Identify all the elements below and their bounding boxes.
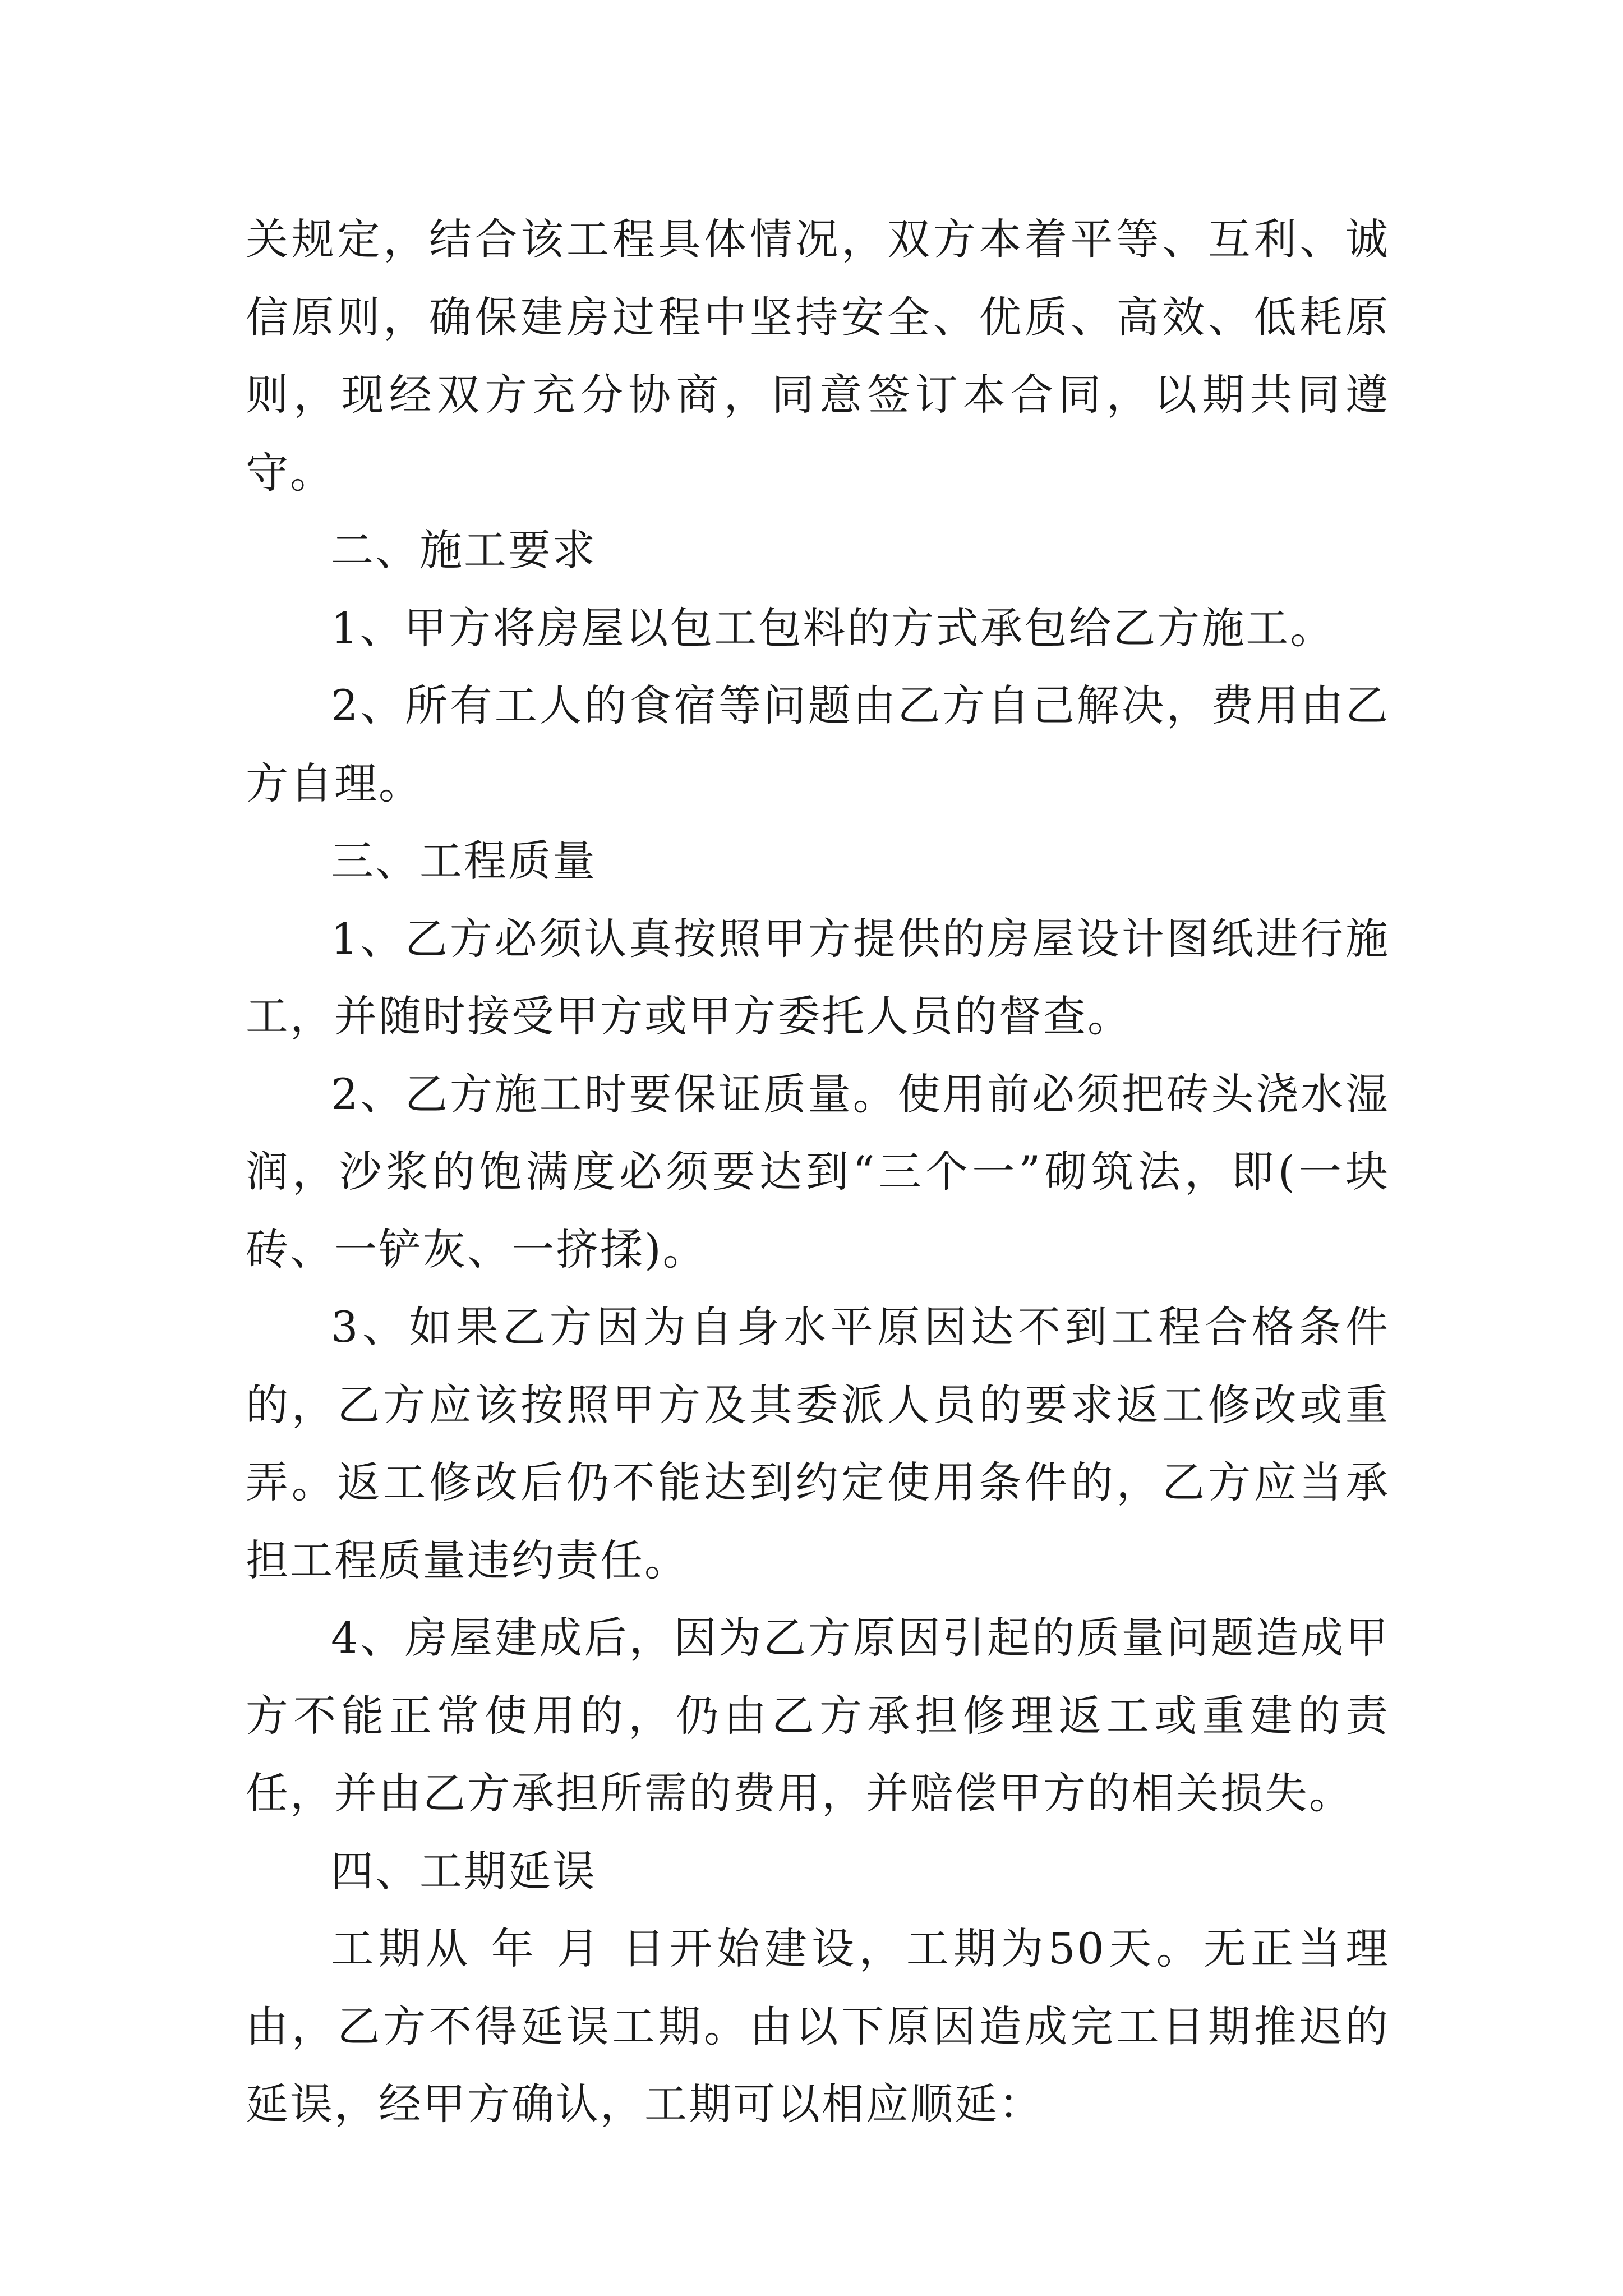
clause-3-1: 1、乙方必须认真按照甲方提供的房屋设计图纸进行施工，并随时接受甲方或甲方委托人员的督查。	[246, 913, 1390, 1041]
section-heading-construction-requirements: 二、施工要求	[331, 525, 597, 575]
section-heading-engineering-quality: 三、工程质量	[331, 836, 597, 886]
section-heading-construction-delay: 四、工期延误	[331, 1846, 597, 1896]
clause-3-2: 2、乙方施工时要保证质量。使用前必须把砖头浇水湿润，沙浆的饱满度必须要达到“三个一”砌筑法，即(一块砖、一铲灰、一挤揉)。	[246, 1069, 1390, 1274]
clause-3-4: 4、房屋建成后，因为乙方原因引起的质量问题造成甲方不能正常使用的，仍由乙方承担修理返工或重建的责任，并由乙方承担所需的费用，并赔偿甲方的相关损失。	[246, 1613, 1390, 1818]
clause-4-schedule: 工期从 年 月 日开始建设，工期为50天。无正当理由，乙方不得延误工期。由以下原因造成完工日期推迟的延误，经甲方确认，工期可以相应顺延：	[246, 1924, 1390, 2129]
clause-2-1: 1、甲方将房屋以包工包料的方式承包给乙方施工。	[331, 602, 1335, 653]
clause-2-2: 2、所有工人的食宿等问题由乙方自己解决，费用由乙方自理。	[246, 680, 1390, 808]
document-body	[246, 201, 1390, 2143]
clause-3-3: 3、如果乙方因为自身水平原因达不到工程合格条件的，乙方应该按照甲方及其委派人员的要求返工修改或重弄。返工修改后仍不能达到约定使用条件的，乙方应当承担工程质量违约责任。	[246, 1302, 1390, 1585]
paragraph-intro-continuation: 关规定，结合该工程具体情况，双方本着平等、互利、诚信原则，确保建房过程中坚持安全、优质、高效、低耗原则，现经双方充分协商，同意签订本合同，以期共同遵守。	[246, 214, 1390, 498]
